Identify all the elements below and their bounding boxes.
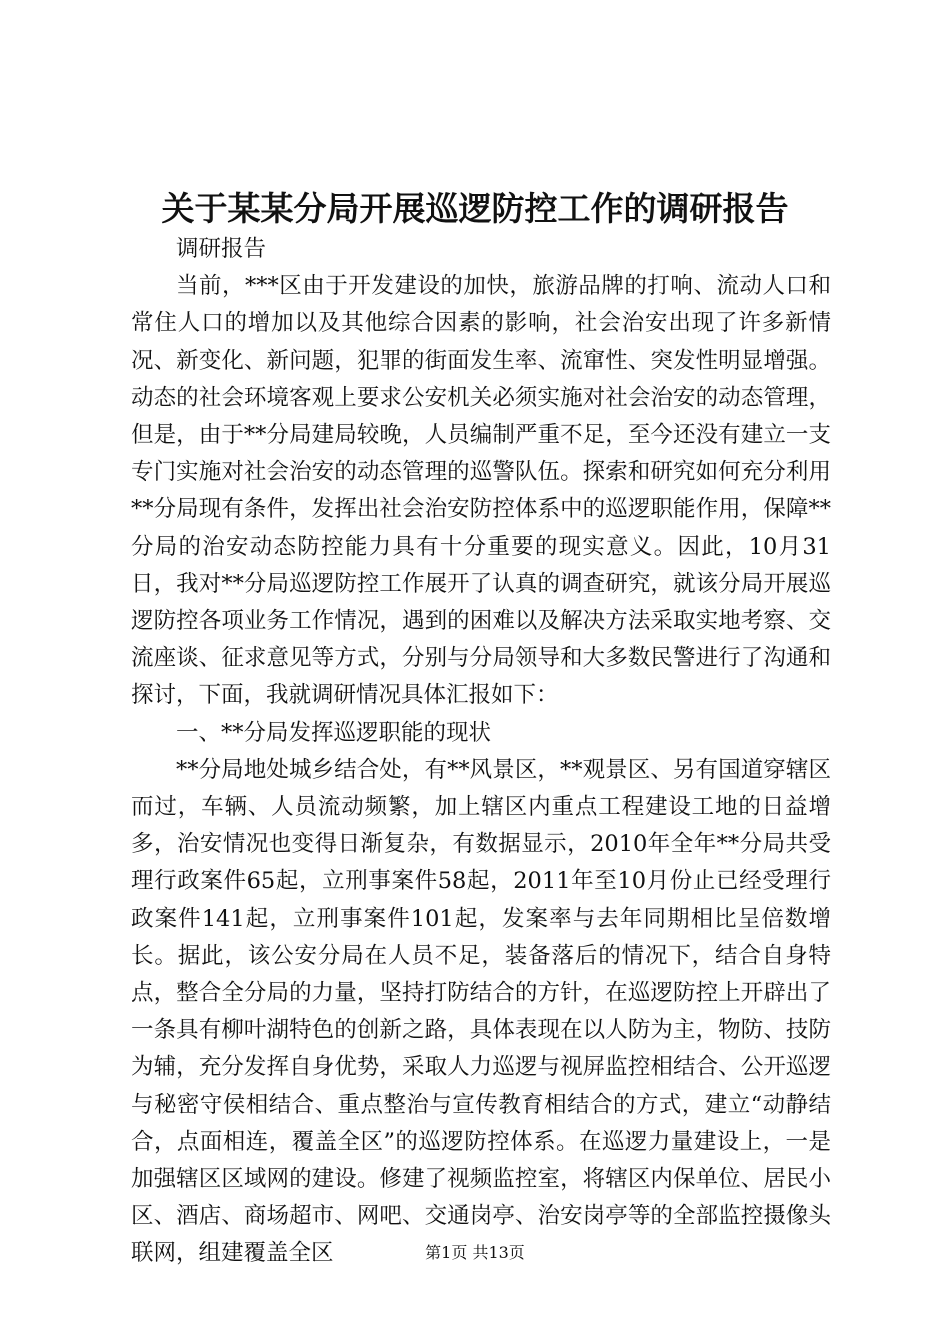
document-body: [131, 231, 831, 1273]
section-heading: 一、**分局发挥巡逻职能的现状: [176, 719, 492, 746]
paragraph-current-status: **分局地处城乡结合处，有**风景区，**观景区、另有国道穿辖区而过，车辆、人员流动频繁，加上辖区内重点工程建设工地的日益增多，治安情况也变得日渐复杂，有数据显示，2010年全年**分局共受理行政案件65起，立刑事案件58起，2011年至10月份止已经受理行政案件141起，立刑事案件101起，发案率与去年同期相比呈倍数增长。据此，该公安分局在人员不足，装备落后的情况下，结合自身特点，整合全分局的力量，坚持打防结合的方针，在巡逻防控上开辟出了一条具有柳叶湖特色的创新之路，具体表现在以人防为主，物防、技防为辅，充分发挥自身优势，采取人力巡逻与视屏监控相结合、公开巡逻与秘密守侯相结合、重点整治与宣传教育相结合的方式，建立“动静结合，点面相连，覆盖全区”的巡逻防控体系。在巡逻力量建设上，一是加强辖区区域网的建设。修建了视频监控室，将辖区内保单位、居民小区、酒店、商场超市、网吧、交通岗亭、治安岗亭等的全部监控摄像头联网，组建覆盖全区: [131, 756, 831, 1267]
paragraph-introduction: 当前，***区由于开发建设的加快，旅游品牌的打响、流动人口和常住人口的增加以及其他综合因素的影响，社会治安出现了许多新情况、新变化、新问题，犯罪的街面发生率、流窜性、突发性明显增强。动态的社会环境客观上要求公安机关必须实施对社会治安的动态管理，但是，由于**分局建局较晚，人员编制严重不足，至今还没有建立一支专门实施对社会治安的动态管理的巡警队伍。探索和研究如何充分利用**分局现有条件，发挥出社会治安防控体系中的巡逻职能作用，保障**分局的治安动态防控能力具有十分重要的现实意义。因此，10月31日，我对**分局巡逻防控工作展开了认真的调查研究，就该分局开展巡逻防控各项业务工作情况，遇到的困难以及解决方法采取实地考察、交流座谈、征求意见等方式，分别与分局领导和大多数民警进行了沟通和探讨，下面，我就调研情况具体汇报如下：: [131, 273, 831, 709]
paragraph-subtitle: 调研报告: [176, 236, 267, 262]
document-title: 关于某某分局开展巡逻防控工作的调研报告: [161, 189, 789, 228]
page-number-footer: 第1页 共13页: [425, 1243, 525, 1262]
